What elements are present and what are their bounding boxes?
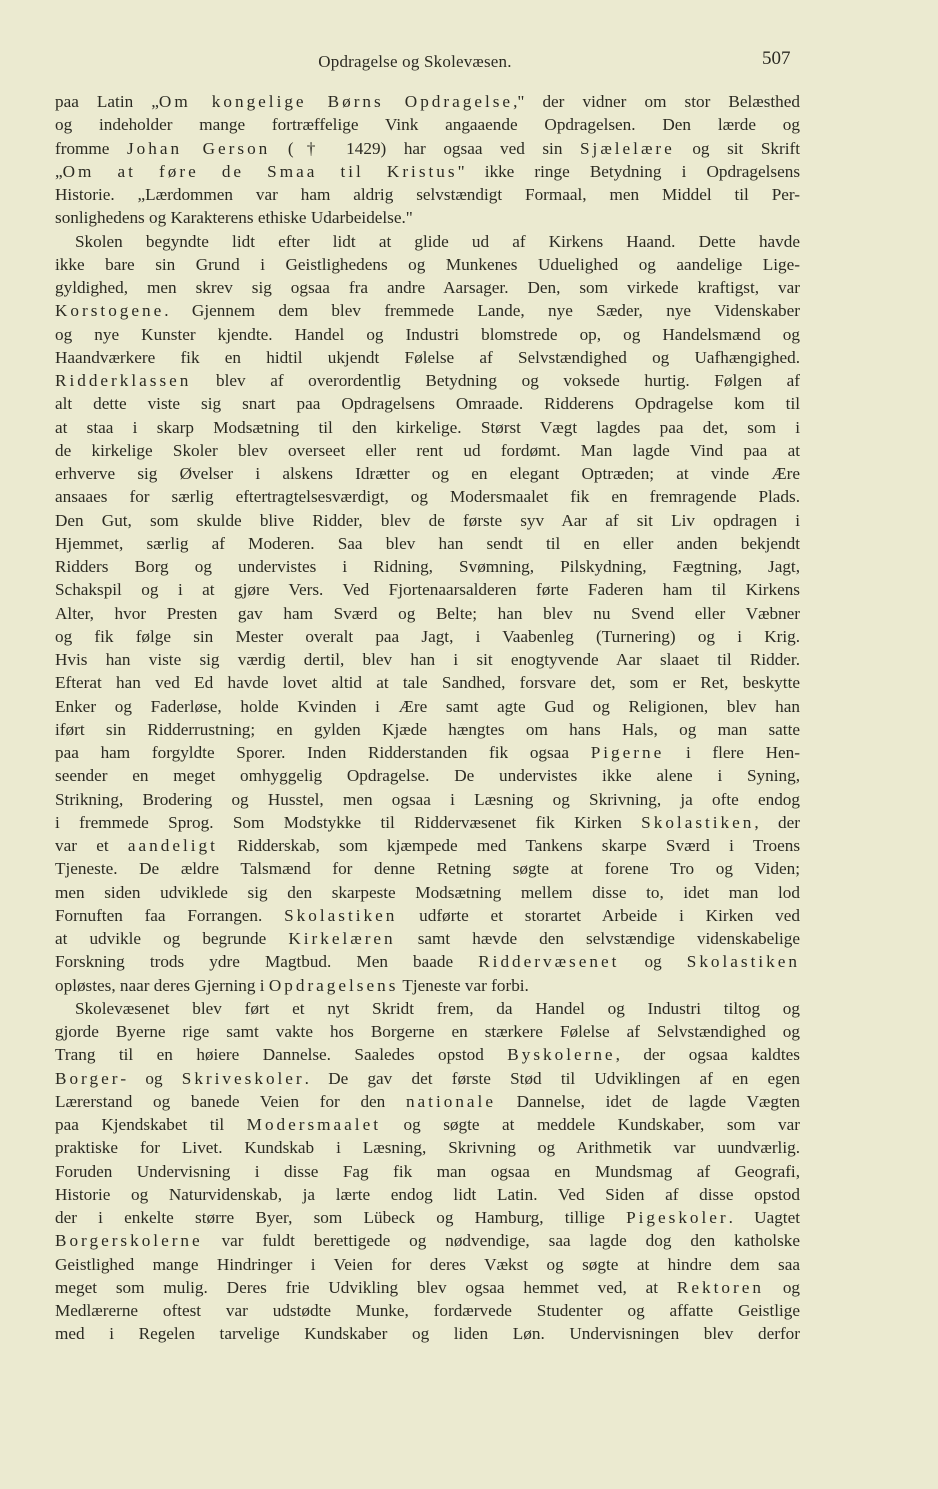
text-line <box>55 1020 800 1043</box>
text-segment: ansaaes for særlig eftertragtelsesværdigt, og Modersmaalet fik en fremragende Plads. <box>55 487 800 507</box>
text-segment: med i Regelen tarvelige Kundskaber og liden Løn. Undervisningen blev derfor <box>55 1324 800 1344</box>
spaced-emphasis: Sjælelære <box>579 138 675 158</box>
spaced-emphasis: Korstogene <box>55 301 165 321</box>
text-line <box>55 1229 800 1252</box>
spaced-emphasis: Opdragelsens <box>268 975 399 995</box>
text-line <box>55 532 800 555</box>
text-line <box>55 346 800 369</box>
text-segment: erhverve sig Øvelser i alskens Idrætter og en elegant Optræden; at vinde Ære <box>55 464 800 483</box>
spaced-emphasis: Om at føre de Smaa til Kristus <box>62 161 458 181</box>
text-segment: Hjemmet, særlig af Moderen. Saa blev han sendt til en eller anden bekjendt <box>55 533 800 553</box>
text-segment: og indeholder mange fortræffelige Vink angaaende Opdragelsen. Den lærde og <box>55 115 800 135</box>
text-segment: Enker og Faderløse, holde Kvinden i Ære samt agte Gud og Religionen, blev han <box>55 696 800 716</box>
text-segment: Dannelse, idet de lagde Vægten <box>495 1091 800 1111</box>
text-segment: Hvis han viste sig værdig dertil, blev han i sit enogtyvende Aar slaaet til Ridder. <box>55 650 800 669</box>
page-number: 507 <box>762 48 791 69</box>
text-segment: . Gjennem dem blev fremmede Lande, nye Sæder, nye Videnskaber <box>164 301 800 321</box>
text-line <box>55 881 800 904</box>
text-segment: Historie og Naturvidenskab, ja lærte endog lidt Latin. Ved Siden af disse opstod <box>55 1184 800 1204</box>
text-line <box>55 369 800 392</box>
spaced-emphasis: Pigeskoler <box>626 1208 729 1227</box>
text-line <box>55 974 800 997</box>
text-line <box>55 1276 800 1299</box>
spaced-emphasis: Byskolerne <box>507 1045 616 1065</box>
text-line <box>55 392 800 415</box>
text-line <box>55 741 800 764</box>
spaced-emphasis: Borger <box>55 1068 121 1088</box>
text-line <box>55 183 800 206</box>
text-segment: Skolen begyndte lidt efter lidt at glide ud af Kirkens Haand. Dette havde <box>75 231 800 251</box>
text-segment: og nye Kunster kjendte. Handel og Industri blomstrede op, og Handelsmænd og <box>55 324 800 344</box>
spaced-emphasis: Ridderklassen <box>55 371 192 390</box>
running-head-title: Opdragelse og Skolevæsen. <box>318 52 512 71</box>
text-segment: Ridderskab, som kjæmpede med Tankens skarpe Sværd i Troens <box>217 836 801 855</box>
spaced-emphasis: nationale <box>405 1091 496 1111</box>
text-segment: . Uagtet <box>728 1208 800 1227</box>
text-line <box>55 555 800 578</box>
text-line <box>55 834 800 857</box>
text-line <box>55 253 800 276</box>
text-segment: der i enkelte større Byer, som Lübeck og Hamburg, tillige <box>55 1208 627 1227</box>
text-line <box>55 788 800 811</box>
spaced-emphasis: Pigerne <box>590 743 665 762</box>
text-segment: Tjeneste. De ældre Talsmænd for denne Retning søgte at forene Tro og Viden; <box>55 859 800 879</box>
text-line <box>55 1067 800 1090</box>
text-line <box>55 462 800 485</box>
text-segment: Medlærerne oftest var udstødte Munke, fordærvede Studenter og affatte Geistlige <box>55 1301 800 1320</box>
text-line <box>55 1160 800 1183</box>
text-segment: var et <box>55 836 128 855</box>
text-segment: og søgte at meddele Kundskaber, som var <box>380 1115 800 1134</box>
text-segment: gyldighed, men skrev sig ogsaa fra andre Aarsager. Den, som virkede kraftigst, var <box>55 278 800 297</box>
text-line <box>55 1299 800 1322</box>
spaced-emphasis: Skolastiken <box>284 905 398 925</box>
text-segment: Forskning trods ydre Magtbud. Men baade <box>55 952 479 972</box>
text-segment: sonlighedens og Karakterens ethiske Udarbeidelse." <box>55 208 413 228</box>
text-line <box>55 1090 800 1113</box>
text-line <box>55 113 800 136</box>
body-text <box>55 90 800 1346</box>
spaced-emphasis: Skriveskoler <box>181 1068 305 1088</box>
spaced-emphasis: Johan Gerson <box>126 138 271 158</box>
text-segment: de kirkelige Skoler blev overseet eller rent ud fordømt. Man lagde Vind paa at <box>55 440 800 460</box>
text-line <box>55 137 800 160</box>
text-segment: Fornuften faa Forrangen. <box>55 905 285 925</box>
text-line <box>55 997 800 1020</box>
text-segment: fromme <box>55 138 127 158</box>
spaced-emphasis: Rektoren <box>676 1277 764 1297</box>
text-segment: Strikning, Brodering og Husstel, men ogsaa i Læsning og Skrivning, ja ofte endog <box>55 789 800 809</box>
text-line <box>55 206 800 229</box>
text-segment: , der <box>754 812 800 832</box>
text-line <box>55 695 800 718</box>
text-segment: men siden udviklede sig den skarpeste Modsætning mellem disse to, idet man lod <box>55 882 800 902</box>
spaced-emphasis: Skolastiken <box>686 952 800 972</box>
text-segment: Alter, hvor Presten gav ham Sværd og Belte; han blev nu Svend eller Væbner <box>55 603 800 623</box>
text-segment: paa Kjendskabet til <box>55 1115 247 1134</box>
text-segment: at staa i skarp Modsætning til den kirkelige. Størst Vægt lagdes paa det, som i <box>55 417 800 437</box>
text-line <box>55 1322 800 1345</box>
text-line <box>55 950 800 973</box>
text-segment: Haandværkere fik en hidtil ukjendt Følelse af Selvstændighed og Uafhængighed. <box>55 347 800 367</box>
text-line <box>55 1206 800 1229</box>
text-segment: samt hævde den selvstændige videnskabelige <box>395 929 800 948</box>
text-segment: Skolevæsenet blev ført et nyt Skridt frem, da Handel og Industri tiltog og <box>75 998 800 1018</box>
text-line <box>55 857 800 880</box>
text-segment: praktiske for Livet. Kundskab i Læsning, Skrivning og Arithmetik var uundværlig. <box>55 1138 800 1158</box>
text-line <box>55 1136 800 1159</box>
text-segment: Trang til en høiere Dannelse. Saaledes opstod <box>55 1045 508 1065</box>
text-segment: Den Gut, som skulde blive Ridder, blev de første syv Aar af sit Liv opdragen i <box>55 510 800 530</box>
text-line <box>55 323 800 346</box>
text-segment: udførte et storartet Arbeide i Kirken ved <box>397 905 801 925</box>
text-line <box>55 625 800 648</box>
text-segment: opløstes, naar deres Gjerning i <box>55 975 269 995</box>
text-segment: i fremmede Sprog. Som Modstykke til Riddervæsenet fik Kirken <box>55 812 642 832</box>
text-line <box>55 648 800 671</box>
text-line <box>55 764 800 787</box>
text-line <box>55 927 800 950</box>
text-segment: iført sin Ridderrustning; en gylden Kjæde hængtes om hans Hals, og man satte <box>55 719 800 739</box>
text-segment: og <box>619 952 687 972</box>
spaced-emphasis: Om kongelige Børns Opdragelse <box>158 92 514 111</box>
spaced-emphasis: Borgerskolerne <box>55 1231 203 1251</box>
text-line <box>55 1043 800 1066</box>
text-line <box>55 90 800 113</box>
text-line <box>55 439 800 462</box>
text-segment: Lærerstand og banede Veien for den <box>55 1091 406 1111</box>
text-segment: paa ham forgyldte Sporer. Inden Ridderstanden fik ogsaa <box>55 743 591 762</box>
text-line <box>55 416 800 439</box>
spaced-emphasis: Kirkelæren <box>288 929 396 948</box>
text-segment: alt dette viste sig snart paa Opdragelsens Omraade. Ridderens Opdragelse kom til <box>55 394 800 414</box>
text-segment: ikke bare sin Grund i Geistlighedens og Munkenes Uduelighed og aandelige Lige- <box>55 254 800 274</box>
spaced-emphasis: Modersmaalet <box>246 1115 381 1134</box>
text-segment: Foruden Undervisning i disse Fag fik man ogsaa en Mundsmag af Geografi, <box>55 1161 800 1181</box>
text-segment: seender en meget omhyggelig Opdragelse. De undervistes ikke alene i Syning, <box>55 766 800 786</box>
text-segment: og fik følge sin Mester overalt paa Jagt, i Vaabenleg (Turnering) og i Krig. <box>55 626 800 646</box>
text-segment: Ridders Borg og undervistes i Ridning, Svømning, Pilskydning, Fægtning, Jagt, <box>55 557 800 576</box>
text-line <box>55 1253 800 1276</box>
text-line <box>55 671 800 694</box>
text-segment: , der ogsaa kaldtes <box>615 1045 800 1065</box>
text-segment: var fuldt berettigede og nødvendige, saa lagde dog den katholske <box>202 1231 800 1251</box>
text-segment: at udvikle og begrunde <box>55 929 289 948</box>
text-line <box>55 276 800 299</box>
text-segment: Schakspil og i at gjøre Vers. Ved Fjortenaarsalderen førte Faderen ham til Kirkens <box>55 580 800 600</box>
text-line <box>55 299 800 322</box>
text-segment: gjorde Byerne rige samt vakte hos Borgerne en stærkere Følelse af Selvstændighed og <box>55 1022 800 1041</box>
text-segment: blev af overordentlig Betydning og voksede hurtig. Følgen af <box>191 371 800 390</box>
text-segment: og <box>763 1277 800 1297</box>
text-segment: . De gav det første Stød til Udviklingen af en egen <box>304 1068 800 1088</box>
text-segment: paa Latin „ <box>55 92 159 111</box>
text-segment: og sit Skrift <box>674 138 801 158</box>
text-segment: meget som mulig. Deres frie Udvikling blev ogsaa hemmet ved, at <box>55 1277 677 1297</box>
text-segment: ," der vidner om stor Belæsthed <box>513 92 800 111</box>
text-segment: Historie. „Lærdommen var ham aldrig selvstændigt Formaal, men Middel til Per- <box>55 185 800 204</box>
text-line <box>55 718 800 741</box>
text-line <box>55 578 800 601</box>
text-segment: " ikke ringe Betydning i Opdragelsens <box>457 161 801 181</box>
text-segment: - og <box>120 1068 182 1088</box>
text-segment: († 1429) har ogsaa ved sin <box>270 138 580 158</box>
text-segment: Efterat han ved Ed havde lovet altid at tale Sandhed, forsvare det, som er Ret, beskytte <box>55 673 800 693</box>
text-line <box>55 1183 800 1206</box>
spaced-emphasis: Skolastiken <box>641 812 755 832</box>
text-line <box>55 509 800 532</box>
text-segment: Tjeneste var forbi. <box>398 975 529 995</box>
running-head <box>0 48 938 78</box>
text-line <box>55 230 800 253</box>
text-line <box>55 602 800 625</box>
text-line <box>55 160 800 183</box>
text-line <box>55 904 800 927</box>
spaced-emphasis: aandeligt <box>127 836 218 855</box>
text-line <box>55 1113 800 1136</box>
spaced-emphasis: Riddervæsenet <box>478 952 620 972</box>
text-segment: Geistlighed mange Hindringer i Veien for deres Vækst og søgte at hindre dem saa <box>55 1254 800 1274</box>
text-segment: „ <box>55 161 63 181</box>
text-segment: i flere Hen- <box>664 743 800 762</box>
text-line <box>55 811 800 834</box>
text-line <box>55 485 800 508</box>
